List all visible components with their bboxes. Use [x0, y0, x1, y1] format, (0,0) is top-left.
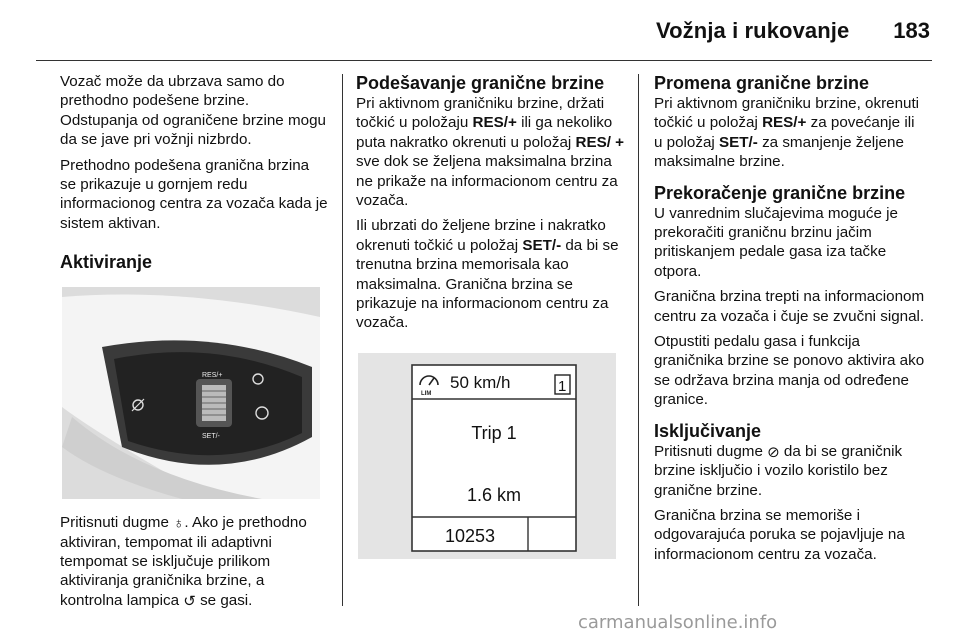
header-title: Vožnja i rukovanje	[656, 18, 850, 43]
driver-info-display	[358, 353, 616, 559]
display-trip-value: 1.6 km	[466, 484, 522, 505]
watermark: carmanualsonline.info	[578, 612, 778, 633]
col2-paragraph-2: Ili ubrzati do željene brzine i nakratko okrenuti točkić u položaj SET/- da bi se trenutna brzina memorisala kao maksimalna. Granična brzina se prikazuje na informacionom centru za vozača.	[356, 217, 619, 332]
heading-promena: Promena granične brzine	[654, 73, 870, 93]
col3-paragraph-2: U vanrednim slučajevima moguće je prekoračiti graničnu brzinu jačim pritiskanjem pedale gasa iza tačke otpora.	[654, 204, 898, 280]
heading-podesavanje: Podešavanje granične brzine	[356, 73, 605, 93]
col3-paragraph-5: Pritisnuti dugme ⊘ da bi se graničnik brzine isključio i vozilo koristilo bez granične brzine.	[654, 442, 903, 499]
column-1	[60, 72, 328, 616]
wheel-label-set: SET/-	[202, 433, 220, 441]
col1-paragraph-2: Prethodno podešena granična brzina se prikazuje u gornjem redu informacionog centra za vozača kada je sistem aktivan.	[60, 156, 328, 232]
heading-prekoracenje: Prekoračenje granične brzine	[654, 182, 906, 203]
speed-limiter-icon: ♁	[173, 515, 185, 533]
steering-wheel-photo	[62, 287, 320, 499]
col3-paragraph-3: Granična brzina trepti na informacionom centru za vozača i čuje se zvučni signal.	[654, 288, 925, 325]
col3-paragraph-4: Otpustiti pedalu gasa i funkcija graničnika brzine se ponovo aktivira ako se održava brzina manja od određene granice.	[654, 333, 925, 409]
column-2	[356, 72, 628, 559]
col3-paragraph-1: Pri aktivnom graničniku brzine, okrenuti točkić u položaj RES/+ za povećanje ili u položaj SET/- za smanjenje željene maksimalne brzine.	[654, 95, 920, 171]
col1-paragraph-1: Vozač može da ubrzava samo do prethodno podešene brzine. Odstupanja od ograničene brzine mogu da se jave pri vožnji nizbrdo.	[60, 73, 326, 149]
wheel-label-res: RES/+	[202, 372, 223, 380]
display-gear: 1	[558, 377, 567, 395]
display-trip-label: Trip 1	[471, 422, 517, 443]
col2-paragraph-1: Pri aktivnom graničniku brzine, držati točkić u položaju RES/+ ili ga nekoliko puta nakratko okrenuti u položaj RES/ + sve dok se željena maksimalna brzina ne prikaže na informacionom centru za vozača.	[356, 95, 625, 210]
cruise-control-lamp-icon: ↺	[183, 592, 196, 610]
header-divider	[36, 60, 932, 61]
display-odometer: 10253	[444, 525, 496, 546]
cancel-limiter-icon: ⊘	[767, 443, 780, 461]
heading-aktiviranje: Aktiviranje	[60, 252, 153, 273]
col3-paragraph-6: Granična brzina se memoriše i odgovarajuća poruka se pojavljuje na informacionom centru za vozača.	[654, 506, 905, 563]
lim-tag: LIM	[421, 390, 432, 397]
column-3	[654, 72, 926, 570]
display-speed: 50 km/h	[450, 372, 511, 392]
column-divider-1	[342, 74, 343, 606]
heading-iskljucivanje: Isključivanje	[654, 420, 762, 441]
page-number: 183	[893, 18, 930, 43]
col1-paragraph-3: Pritisnuti dugme ♁. Ako je prethodno aktiviran, tempomat ili adaptivni tempomat se isključuje prilikom aktiviranja graničnika brzine, a kontrolna lampica ↺ se gasi.	[60, 514, 307, 610]
column-divider-2	[638, 74, 639, 606]
